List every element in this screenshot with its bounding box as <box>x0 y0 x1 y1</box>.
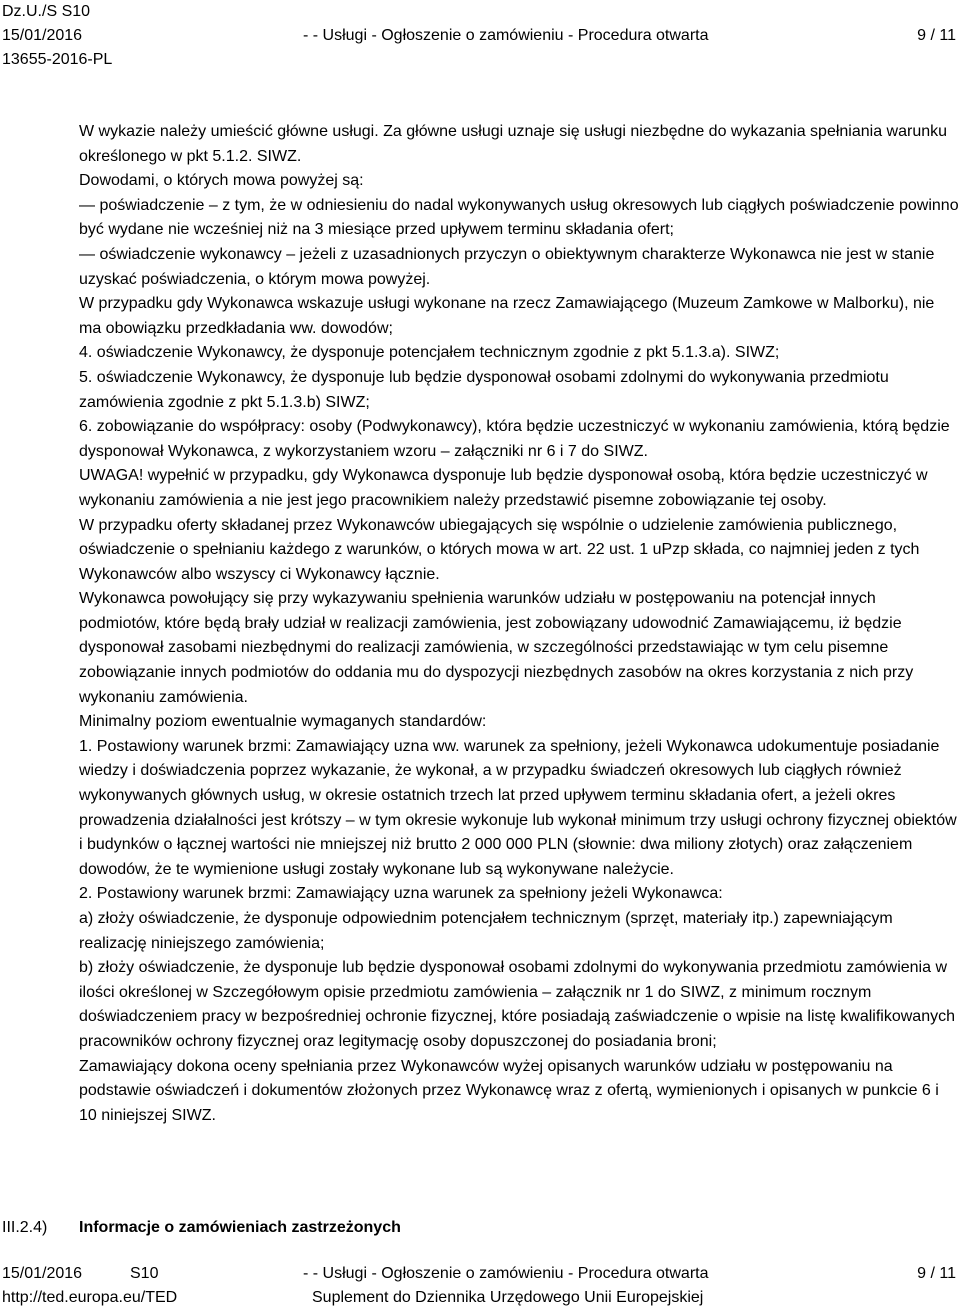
paragraph: 4. oświadczenie Wykonawcy, że dysponuje potencjałem technicznym zgodnie z pkt 5.1.3.a). SIWZ; <box>79 344 780 362</box>
footer-title: - - Usługi - Ogłoszenie o zamówieniu - Procedura otwarta <box>303 1265 709 1282</box>
header-title: - - Usługi - Ogłoszenie o zamówieniu - Procedura otwarta <box>303 27 709 44</box>
paragraph: W przypadku oferty składanej przez Wykonawców ubiegających się wspólnie o udzielenie zamówienia publicznego, oświadczenie o spełnianiu każdego z warunków, o których mowa w art. 22 ust. 1 uPzp składa, co najmniej jeden z tych Wykonawców albo wszyscy ci Wykonawcy łącznie. <box>79 516 920 583</box>
section-number: III.2.4) <box>2 1219 48 1236</box>
header-page-number: 9 / 11 <box>917 27 956 44</box>
page-footer <box>0 1262 960 1311</box>
footer-series: S10 <box>130 1265 159 1282</box>
paragraph: 2. Postawiony warunek brzmi: Zamawiający uzna warunek za spełniony jeżeli Wykonawca: <box>79 885 723 903</box>
paragraph: 6. zobowiązanie do współpracy: osoby (Podwykonawcy), która będzie uczestniczyć w wykonaniu zamówienia, którą będzie dysponował Wykonawca, z wykorzystaniem wzoru – załączniki nr 6 i 7 do SIWZ. <box>79 418 950 460</box>
paragraph: Dowodami, o których mowa powyżej są: <box>79 172 364 190</box>
page-header <box>0 0 960 70</box>
header-meta <box>2 0 112 72</box>
header-journal: Dz.U./S S10 <box>2 3 91 20</box>
header-date: 15/01/2016 <box>2 27 83 44</box>
paragraph: — poświadczenie – z tym, że w odniesieniu do nadal wykonywanych usług okresowych lub ciągłych poświadczenie powinno być wydane nie wcześniej niż na 3 miesiące przed upływem terminu składania ofert; <box>79 196 959 239</box>
paragraph: 5. oświadczenie Wykonawcy, że dysponuje lub będzie dysponował osobami zdolnymi do wykonywania przedmiotu zamówienia zgodnie z pkt 5.1.3.b) SIWZ; <box>79 368 889 411</box>
paragraph: b) złoży oświadczenie, że dysponuje lub będzie dysponował osobami zdolnymi do wykonywania przedmiotu zamówienia w ilości określonej w Szczegółowym opisie przedmiotu zamówienia – załącznik nr 1 do SIWZ, z minimum rocznym doświadczeniem pracy w bezpośredniej ochronie fizycznej, które posiadają zaświadczenie o wpisie na listę kwalifikowanych pracowników ochrony fizycznej oraz legitymację osoby dopuszczonej do posiadania broni; <box>79 959 955 1050</box>
paragraph: Wykonawca powołujący się przy wykazywaniu spełnienia warunków udziału w postępowaniu na potencjał innych podmiotów, które będą brały udział w realizacji zamówienia, jest zobowiązany udowodnić Zamawiającemu, iż będzie dysponował zasobami niezbędnymi do realizacji zamówienia, w szczególności przedstawiając w tym celu pisemne zobowiązanie innych podmiotów do oddania mu do dyspozycji niezbędnych zasobów na okres korzystania z nich przy wykonaniu zamówienia. <box>79 590 914 706</box>
paragraph: 1. Postawiony warunek brzmi: Zamawiający uzna ww. warunek za spełniony, jeżeli Wykonawca udokumentuje posiadanie wiedzy i doświadczenia poprzez wykazanie, że wykonał, a w przypadku świadczeń okresowych lub ciągłych również wykonywanych głównych usług, w okresie ostatnich trzech lat przed upływem terminu składania ofert, a jeżeli okres prowadzenia działalności jest krótszy – w tym okresie wykonuje lub wykonał minimum trzy usługi ochrony fizycznej obiektów i budynków o łącznej wartości nie mniejszej niż brutto 2 000 000 PLN (słownie: dwa miliony złotych) oraz załączeniem dowodów, że te wymienione usługi zostały wykonane lub są wykonywane należycie. <box>79 737 957 878</box>
paragraph: W przypadku gdy Wykonawca wskazuje usługi wykonane na rzecz Zamawiającego (Muzeum Zamkowe w Malborku), nie ma obowiązku przedkładania ww. dowodów; <box>79 295 935 337</box>
paragraph: W wykazie należy umieścić główne usługi. Za główne usługi uznaje się usługi niezbędne do wykazania spełniania warunku określonego w pkt 5.1.2. SIWZ. <box>79 123 948 165</box>
notice-body <box>79 120 959 1128</box>
footer-date: 15/01/2016 <box>2 1265 83 1282</box>
paragraph: — oświadczenie wykonawcy – jeżeli z uzasadnionych przyczyn o obiektywnym charakterze Wykonawca nie jest w stanie uzyskać poświadczenia, o którym mowa powyżej. <box>79 245 935 288</box>
paragraph: Zamawiający dokona oceny spełniania przez Wykonawców wyżej opisanych warunków udziału w postępowaniu na podstawie oświadczeń i dokumentów złożonych przez Wykonawcę wraz z ofertą, wymienionych i opisanych w punkcie 6 i 10 niniejszej SIWZ. <box>79 1057 939 1124</box>
footer-supplement: Suplement do Dziennika Urzędowego Unii Europejskiej <box>312 1289 704 1306</box>
footer-url-link[interactable]: http://ted.europa.eu/TED <box>2 1289 178 1306</box>
footer-page-number: 9 / 11 <box>917 1265 956 1282</box>
paragraph: UWAGA! wypełnić w przypadku, gdy Wykonawca dysponuje lub będzie dysponował osobą, która będzie uczestniczyć w wykonaniu zamówienia a nie jest jego pracownikiem należy przedstawić pisemne zobowiązanie tej osoby. <box>79 467 928 509</box>
paragraph: Minimalny poziom ewentualnie wymaganych standardów: <box>79 713 487 731</box>
paragraph: a) złoży oświadczenie, że dysponuje odpowiednim potencjałem technicznym (sprzęt, materiały itp.) zapewniającym realizację niniejszego zamówienia; <box>79 910 893 952</box>
section-title: Informacje o zamówieniach zastrzeżonych <box>79 1219 401 1236</box>
header-doc-id: 13655-2016-PL <box>2 51 113 68</box>
